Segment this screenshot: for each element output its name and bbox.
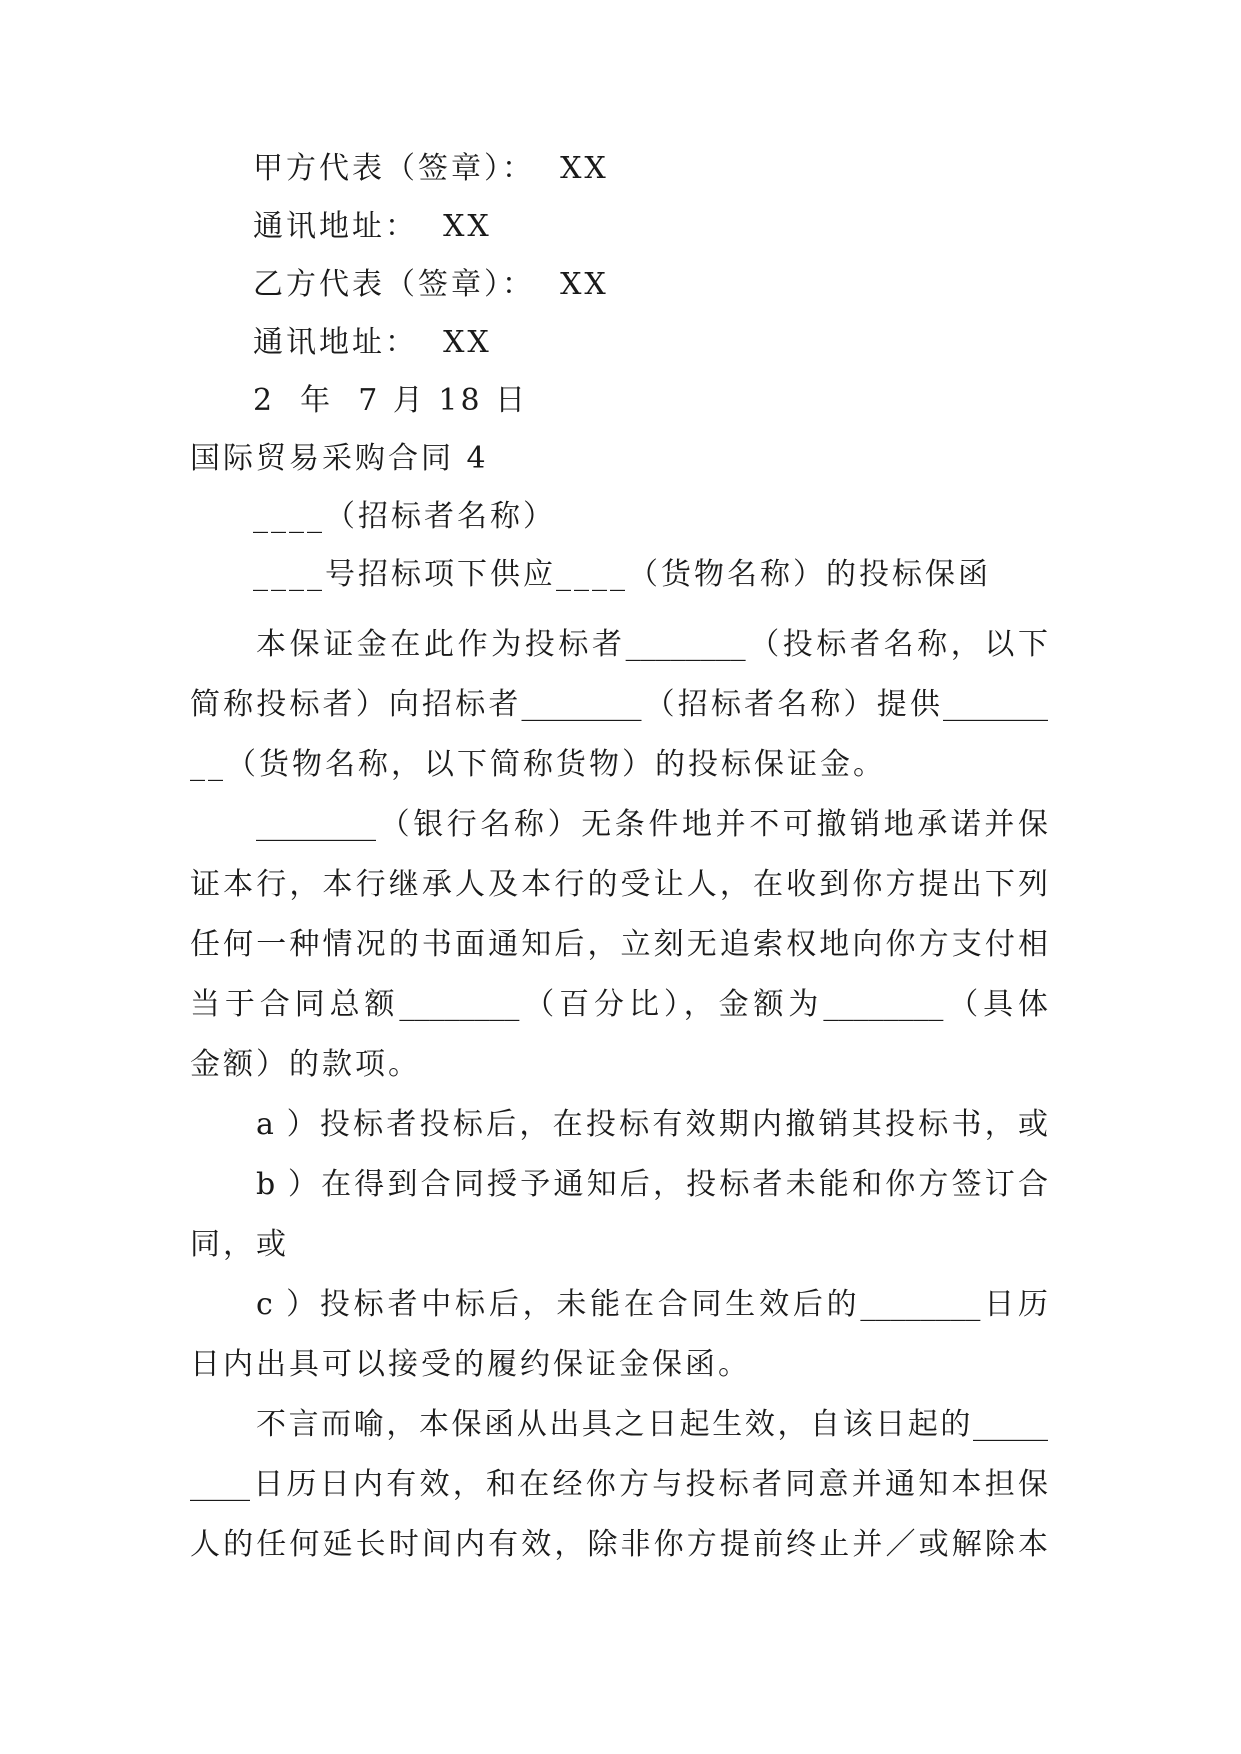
item-b-line1: b ）在得到合同授予通知后，投标者未能和你方签订合 xyxy=(256,1167,1048,1202)
para1-line1: 本保证金在此作为投标者________（投标者名称，以下 xyxy=(256,627,1048,662)
para2-line1: ________（银行名称）无条件地并不可撤销地承诺并保 xyxy=(256,807,1048,842)
para2-line2: 证本行，本行继承人及本行的受让人，在收到你方提出下列 xyxy=(190,867,1048,902)
para3-line3: 人的任何延长时间内有效，除非你方提前终止并／或解除本 xyxy=(190,1527,1048,1562)
para2-line3: 任何一种情况的书面通知后，立刻无追索权地向你方支付相 xyxy=(190,927,1048,962)
para1-line2: 简称投标者）向招标者________（招标者名称）提供_______ xyxy=(190,687,1048,722)
para1-line3: __（货物名称，以下简称货物）的投标保证金。 xyxy=(190,747,886,782)
item-a: a ）投标者投标后，在投标有效期内撤销其投标书，或 xyxy=(256,1107,1048,1142)
party-a-representative: 甲方代表（签章）： XX xyxy=(253,151,609,186)
para3-line1: 不言而喻，本保函从出具之日起生效，自该日起的_____ xyxy=(256,1407,1048,1442)
para3-line2: ____日历日内有效，和在经你方与投标者同意并通知本担保 xyxy=(190,1467,1048,1502)
section-title: 国际贸易采购合同 4 xyxy=(190,441,489,476)
party-b-representative: 乙方代表（签章）： XX xyxy=(253,267,609,302)
signing-date: 2 年 7 月 18 日 xyxy=(253,383,529,418)
item-c-line1: c ）投标者中标后，未能在合同生效后的________日历 xyxy=(256,1287,1048,1322)
party-b-address: 通讯地址： XX xyxy=(253,325,492,360)
item-c-line2: 日内出具可以接受的履约保证金保函。 xyxy=(190,1347,751,1382)
para2-line4: 当于合同总额________（百分比），金额为________（具体 xyxy=(190,987,1048,1022)
item-b-line2: 同，或 xyxy=(190,1227,289,1262)
party-a-address: 通讯地址： XX xyxy=(253,209,492,244)
letter-addressee: ____（招标者名称） xyxy=(253,499,556,534)
para2-line5: 金额）的款项。 xyxy=(190,1047,421,1082)
letter-subject: ____号招标项下供应____（货物名称）的投标保函 xyxy=(253,557,991,592)
